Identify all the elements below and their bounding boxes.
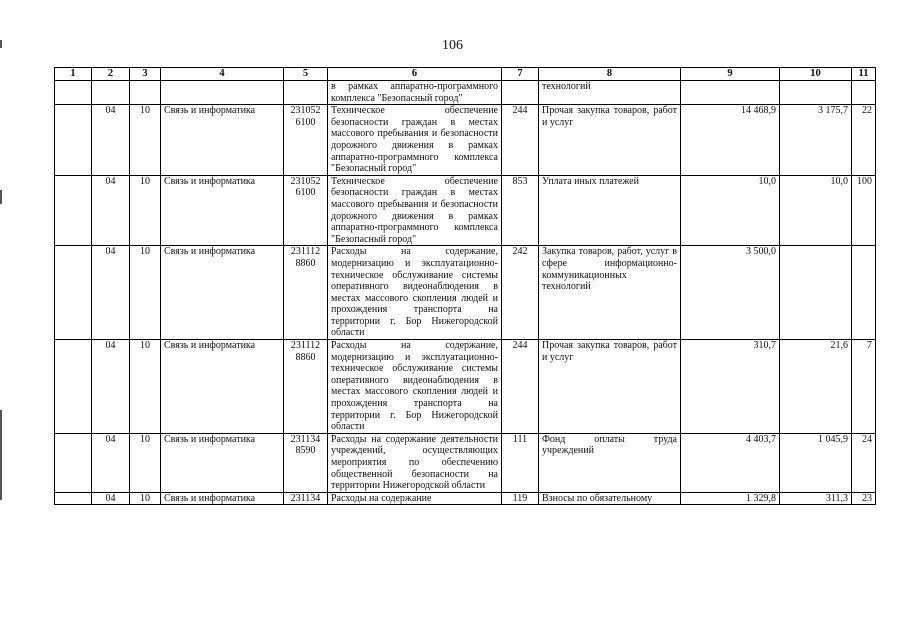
cell-section: 04 (92, 246, 130, 340)
cell-target-code: 231112 8860 (284, 340, 328, 434)
cell-subsection: 10 (130, 105, 161, 176)
cell-section: 04 (92, 492, 130, 505)
cell-expense-name: Взносы по обязательному (539, 492, 681, 505)
binding-mark (0, 190, 2, 204)
column-header: 7 (502, 68, 539, 81)
cell-expense-type: 111 (502, 433, 539, 492)
cell-percent (852, 246, 876, 340)
cell-plan: 10,0 (681, 175, 780, 246)
table-row (55, 175, 876, 246)
column-header: 11 (852, 68, 876, 81)
table-row (55, 340, 876, 434)
cell-expense-type: 242 (502, 246, 539, 340)
column-header: 10 (780, 68, 852, 81)
cell-section: 04 (92, 340, 130, 434)
cell-expense-type: 244 (502, 340, 539, 434)
column-header: 6 (328, 68, 502, 81)
cell-target-code: 231134 8590 (284, 433, 328, 492)
cell-expense-name: Прочая закупка товаров, работ и услуг (539, 340, 681, 434)
cell-section-name: Связь и информатика (161, 105, 284, 176)
cell-target-code: 231052 6100 (284, 105, 328, 176)
cell-percent: 7 (852, 340, 876, 434)
cell-percent: 100 (852, 175, 876, 246)
cell-expense-type: 853 (502, 175, 539, 246)
cell-section-name: Связь и информатика (161, 175, 284, 246)
cell-plan: 310,7 (681, 340, 780, 434)
cell-plan: 4 403,7 (681, 433, 780, 492)
column-header: 1 (55, 68, 92, 81)
column-header: 5 (284, 68, 328, 81)
cell-section: 04 (92, 433, 130, 492)
cell-col1 (55, 175, 92, 246)
cell-actual: 3 175,7 (780, 105, 852, 176)
cell-expense-name: Фонд оплаты труда учреждений (539, 433, 681, 492)
budget-table (54, 67, 876, 505)
cell-expense-name: Закупка товаров, работ, услуг в сфере информационно-коммуникационных технологий (539, 246, 681, 340)
cell-subsection: 10 (130, 492, 161, 505)
cell-plan: 14 468,9 (681, 105, 780, 176)
column-header: 4 (161, 68, 284, 81)
cell-purpose: Расходы на содержание (328, 492, 502, 505)
cell-percent: 23 (852, 492, 876, 505)
cell-plan: 3 500,0 (681, 246, 780, 340)
cell-expense-type: 119 (502, 492, 539, 505)
cell-subsection: 10 (130, 340, 161, 434)
cell-actual: 311,3 (780, 492, 852, 505)
cell-section-name: Связь и информатика (161, 246, 284, 340)
table-row (55, 105, 876, 176)
cell-col1 (55, 340, 92, 434)
column-header: 9 (681, 68, 780, 81)
table-row (55, 492, 876, 505)
cell-section-name: Связь и информатика (161, 340, 284, 434)
cell-subsection: 10 (130, 433, 161, 492)
cell-subsection: 10 (130, 246, 161, 340)
cell-actual: 21,6 (780, 340, 852, 434)
table-row-continuation (55, 81, 876, 105)
table-row (55, 246, 876, 340)
cell-expense-name: технологий (539, 81, 681, 105)
cell-section: 04 (92, 105, 130, 176)
cell-expense-name: Прочая закупка товаров, работ и услуг (539, 105, 681, 176)
cell-target-code: 231112 8860 (284, 246, 328, 340)
page-number: 106 (442, 38, 463, 53)
cell-plan: 1 329,8 (681, 492, 780, 505)
table-row (55, 433, 876, 492)
cell-purpose: Расходы на содержание, модернизацию и эксплуатационно-техническое обслуживание системы оперативного видеонаблюдения в местах массового скопления людей и прохождения транспорта на территории г. Бор Нижегородской области (328, 340, 502, 434)
cell-col1 (55, 492, 92, 505)
column-header: 8 (539, 68, 681, 81)
cell-target-code: 231052 6100 (284, 175, 328, 246)
cell-expense-name: Уплата иных платежей (539, 175, 681, 246)
binding-mark (0, 410, 2, 500)
cell-target-code: 231134 (284, 492, 328, 505)
cell-purpose: Техническое обеспечение безопасности граждан в местах массового пребывания и безопасности дорожного движения в рамках аппаратно-программного комплекса "Безопасный город" (328, 105, 502, 176)
cell-expense-type: 244 (502, 105, 539, 176)
cell-actual: 10,0 (780, 175, 852, 246)
cell-section-name: Связь и информатика (161, 492, 284, 505)
cell-subsection: 10 (130, 175, 161, 246)
cell-percent: 22 (852, 105, 876, 176)
cell-percent: 24 (852, 433, 876, 492)
cell-purpose: Техническое обеспечение безопасности граждан в местах массового пребывания и безопасности дорожного движения в рамках аппаратно-программного комплекса "Безопасный город" (328, 175, 502, 246)
cell-section-name: Связь и информатика (161, 433, 284, 492)
cell-purpose: в рамках аппаратно-программного комплекса "Безопасный город" (328, 81, 502, 105)
cell-actual (780, 246, 852, 340)
cell-col1 (55, 433, 92, 492)
cell-section: 04 (92, 175, 130, 246)
cell-purpose: Расходы на содержание деятельности учреждений, осуществляющих мероприятия по обеспечению общественной безопасности на территории Нижегородской области (328, 433, 502, 492)
column-header: 2 (92, 68, 130, 81)
table-header (55, 68, 876, 81)
cell-col1 (55, 105, 92, 176)
cell-actual: 1 045,9 (780, 433, 852, 492)
cell-purpose: Расходы на содержание, модернизацию и эксплуатационно-техническое обслуживание системы оперативного видеонаблюдения в местах массового скопления людей и прохождения транспорта на территории г. Бор Нижегородской области (328, 246, 502, 340)
cell-col1 (55, 246, 92, 340)
column-header: 3 (130, 68, 161, 81)
